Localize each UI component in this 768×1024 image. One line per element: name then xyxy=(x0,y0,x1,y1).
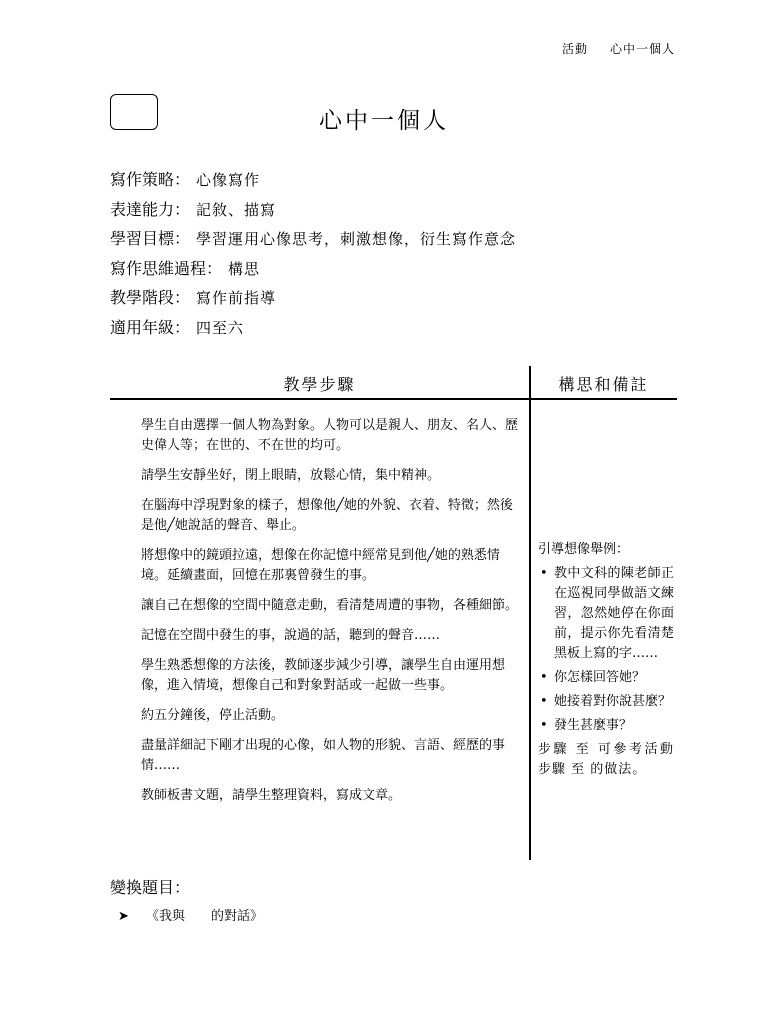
meta-value: 記敘、描寫 xyxy=(196,200,277,219)
step-item: 將想像中的鏡頭拉遠，想像在你記憶中經常見到他╱她的熟悉情境。延續畫面，回憶在那裏曾發生的事。 xyxy=(141,548,500,583)
meta-value: 寫作前指導 xyxy=(196,289,277,307)
meta-value: 構思 xyxy=(228,259,261,278)
column-divider xyxy=(529,366,531,860)
notes-list-item: • 她接着對你說甚麼？ xyxy=(538,692,674,712)
meta-row-grade xyxy=(110,316,516,346)
variations-title: 變換題目： xyxy=(110,878,191,897)
notes-reference: 步驟 至 可參考活動 步驟 至 的做法。 xyxy=(538,742,674,777)
notes-list-item: • 教中文科的陳老師正在巡視同學做語文練習，忽然她停在你面前，提示你先看清楚黑板上寫的字…… xyxy=(538,564,674,664)
meta-value: 學習運用心像思考，刺激想像，衍生寫作意念 xyxy=(196,230,517,248)
column-header-notes: 構思和備註 xyxy=(558,375,649,394)
step-item: 學生自由選擇一個人物為對象。人物可以是親人、朋友、名人、歷史偉人等；在世的、不在世的均可。 xyxy=(141,418,519,453)
column-header-steps: 教學步驟 xyxy=(283,375,356,394)
steps-column xyxy=(141,416,525,816)
step-item: 請學生安靜坐好，閉上眼睛，放鬆心情，集中精神。 xyxy=(141,468,441,483)
arrow-bullet-icon: ➤ xyxy=(118,909,129,924)
running-header xyxy=(562,40,675,57)
meta-label: 寫作思維過程： xyxy=(110,258,223,278)
notes-list-item: • 發生甚麼事？ xyxy=(538,716,674,736)
notes-list-item: • 你怎樣回答她？ xyxy=(538,668,674,688)
notes-column xyxy=(538,540,674,784)
meta-label: 適用年級： xyxy=(110,317,191,337)
running-header-name: 心中一個人 xyxy=(609,42,675,56)
step-item: 教師板書文題，請學生整理資料，寫成文章。 xyxy=(141,788,402,803)
step-item: 在腦海中浮現對象的樣子，想像他╱她的外貌、衣着、特徵；然後是他╱她說話的聲音、舉止。 xyxy=(141,498,513,533)
meta-row-objective xyxy=(110,227,516,257)
step-item: 約五分鐘後，停止活動。 xyxy=(141,708,285,723)
page-title: 心中一個人 xyxy=(319,108,449,134)
meta-row-stage xyxy=(110,286,516,316)
running-header-section: 活動 xyxy=(561,42,588,56)
step-item: 學生熟悉想像的方法後，教師逐步減少引導，讓學生自由運用想像，進入情境，想像自己和對象對話或一起做一些事。 xyxy=(141,658,506,693)
step-item: 讓自己在想像的空間中隨意走動，看清楚周遭的事物，各種細節。 xyxy=(141,598,519,613)
step-item: 盡量詳細記下剛才出現的心像，如人物的形貌、言語、經歷的事情…… xyxy=(141,738,506,773)
meta-label: 教學階段： xyxy=(110,288,191,307)
meta-label: 表達能力： xyxy=(110,199,191,219)
notes-list xyxy=(538,564,674,736)
activity-meta xyxy=(110,168,516,345)
notes-intro: 引導想像舉例： xyxy=(538,542,630,557)
meta-label: 學習目標： xyxy=(110,229,191,248)
meta-value: 四至六 xyxy=(196,318,245,337)
step-item: 記憶在空間中發生的事，說過的話，聽到的聲音…… xyxy=(141,628,441,643)
variation-item xyxy=(118,905,263,924)
meta-row-process xyxy=(110,257,516,287)
meta-row-strategy xyxy=(110,168,516,198)
meta-label: 寫作策略： xyxy=(110,170,191,189)
teaching-steps-table xyxy=(110,366,677,860)
meta-row-ability xyxy=(110,198,516,228)
variation-text: 《我與 的對話》 xyxy=(146,909,264,924)
header-divider xyxy=(110,398,677,400)
meta-value: 心像寫作 xyxy=(196,171,261,189)
